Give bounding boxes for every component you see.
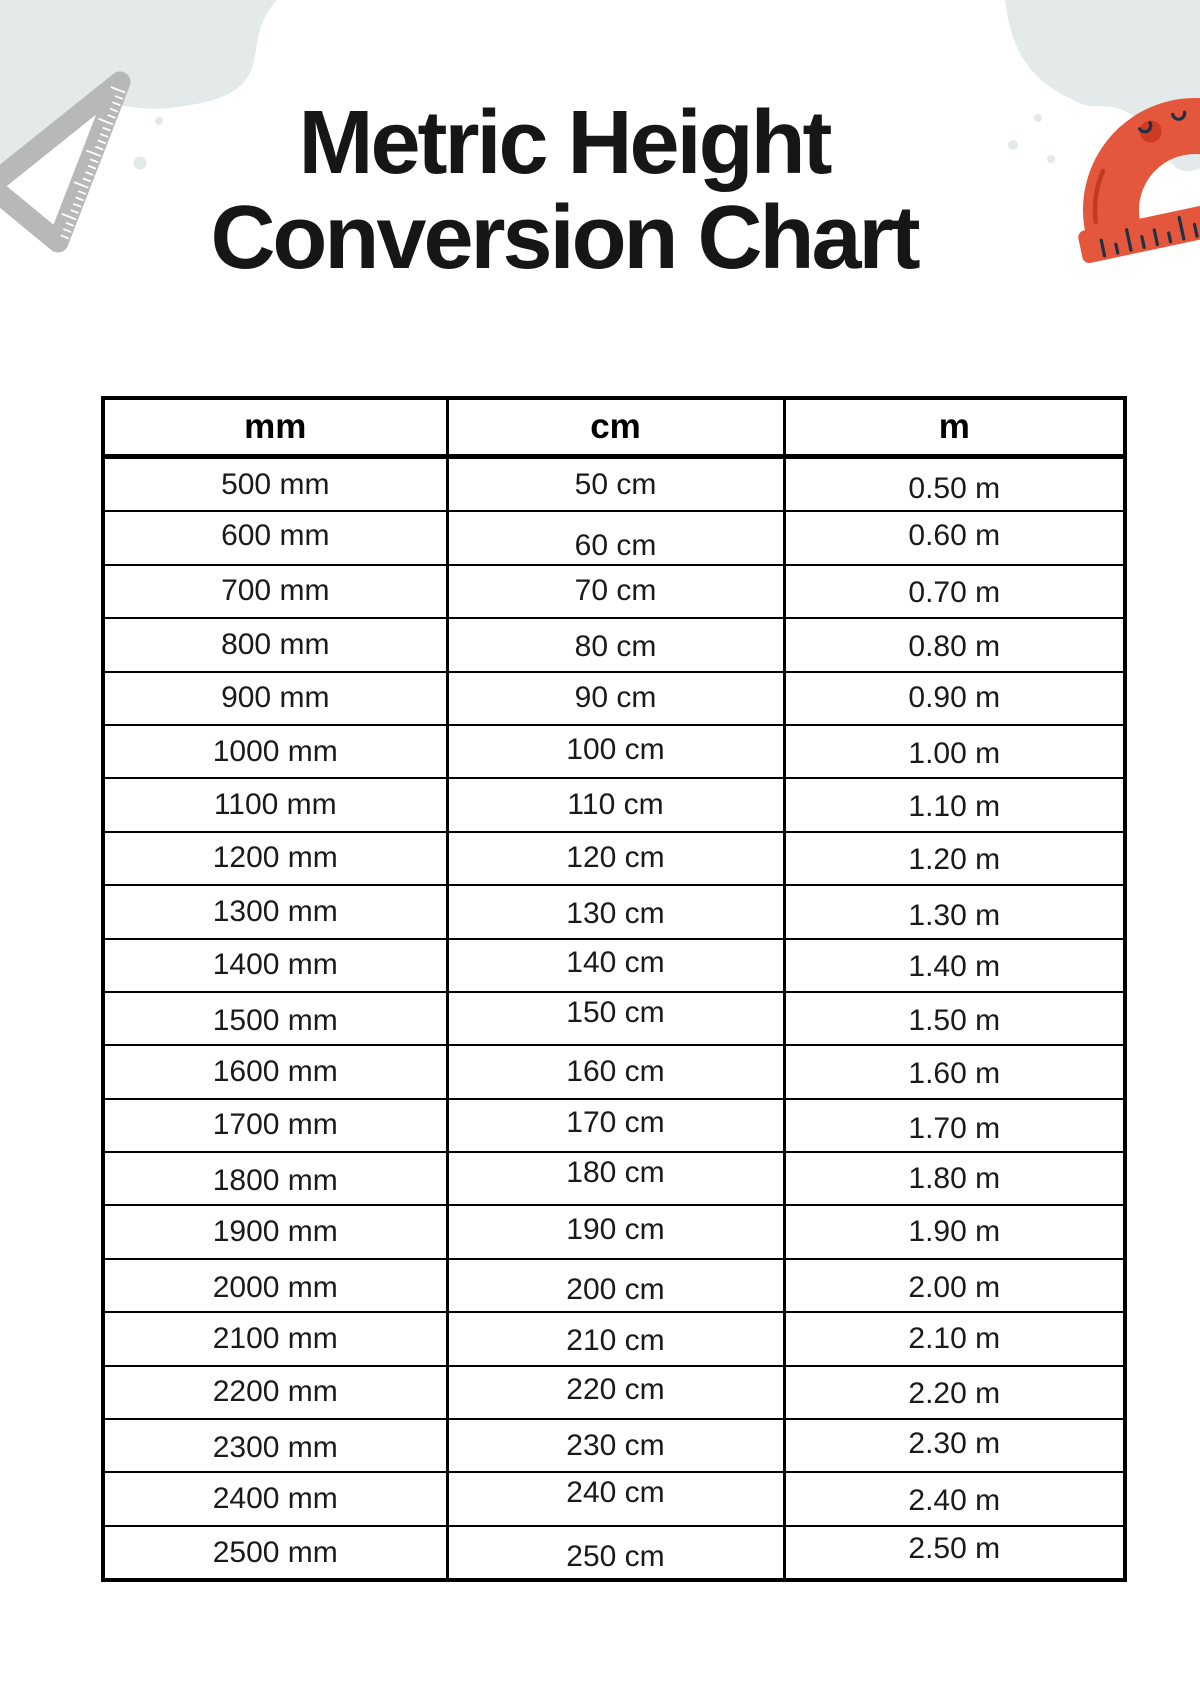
cell-cm: [447, 618, 784, 671]
table-row: [103, 1312, 1125, 1365]
cell-m: [784, 1205, 1125, 1258]
cell-value: 110 cm: [567, 788, 664, 822]
cell-mm: [103, 511, 447, 564]
cell-mm: [103, 1366, 447, 1419]
cell-value: 1.40 m: [908, 950, 1001, 984]
column-header-m: m: [784, 398, 1125, 457]
cell-cm: [447, 1312, 784, 1365]
table-row: [103, 832, 1125, 885]
cell-value: 0.70 m: [908, 576, 1001, 610]
cell-value: 200 cm: [566, 1272, 665, 1306]
cell-value: 2.20 m: [908, 1377, 1001, 1411]
cell-value: 2100 mm: [212, 1321, 338, 1355]
cell-value: 2.00 m: [908, 1270, 1001, 1304]
cell-mm: [103, 457, 447, 512]
cell-m: [784, 511, 1125, 564]
cell-mm: [103, 1205, 447, 1258]
cell-m: [784, 1366, 1125, 1419]
cell-m: [784, 992, 1125, 1045]
cell-mm: [103, 778, 447, 831]
cell-m: [784, 778, 1125, 831]
cell-cm: [447, 1472, 784, 1525]
cell-value: 80 cm: [574, 629, 657, 663]
cell-value: 0.80 m: [908, 629, 1001, 663]
cell-value: 1100 mm: [213, 788, 337, 822]
table-row: [103, 1099, 1125, 1152]
cell-m: [784, 725, 1125, 778]
cell-value: 1.20 m: [908, 843, 1001, 877]
cell-cm: [447, 1419, 784, 1472]
cell-cm: [447, 565, 784, 618]
cell-value: 1.30 m: [908, 898, 1001, 932]
column-header-cm: cm: [447, 398, 784, 457]
cell-m: [784, 885, 1125, 938]
cell-mm: [103, 1152, 447, 1205]
cell-cm: [447, 457, 784, 512]
cell-value: 600 mm: [221, 519, 330, 553]
cell-value: 2000 mm: [212, 1270, 338, 1304]
cell-cm: [447, 1152, 784, 1205]
cell-mm: [103, 1419, 447, 1472]
cell-value: 0.50 m: [908, 471, 1001, 505]
cell-value: 0.60 m: [908, 519, 1001, 553]
table-row: [103, 992, 1125, 1045]
table-row: [103, 457, 1125, 512]
table-row: [103, 672, 1125, 725]
table-row: [103, 1259, 1125, 1312]
cell-cm: [447, 992, 784, 1045]
cell-mm: [103, 832, 447, 885]
cell-value: 70 cm: [574, 574, 657, 608]
cell-mm: [103, 1312, 447, 1365]
cell-m: [784, 939, 1125, 992]
cell-m: [784, 1312, 1125, 1365]
cell-value: 1300 mm: [212, 894, 338, 928]
cell-cm: [447, 1205, 784, 1258]
cell-value: 2.50 m: [908, 1531, 1001, 1565]
cell-mm: [103, 885, 447, 938]
cell-value: 90 cm: [574, 681, 657, 715]
cell-value: 1.60 m: [908, 1056, 1001, 1090]
cell-m: [784, 672, 1125, 725]
cell-value: 800 mm: [221, 627, 330, 661]
cell-value: 1400 mm: [212, 948, 338, 982]
cell-mm: [103, 672, 447, 725]
cell-value: 130 cm: [566, 896, 665, 930]
cell-value: 210 cm: [566, 1323, 665, 1357]
cell-value: 100 cm: [566, 732, 665, 766]
cell-cm: [447, 939, 784, 992]
cell-mm: [103, 565, 447, 618]
cell-value: 1700 mm: [212, 1108, 338, 1142]
table-row: [103, 778, 1125, 831]
cell-cm: [447, 1526, 784, 1580]
cell-mm: [103, 1526, 447, 1580]
cell-value: 60 cm: [574, 529, 657, 563]
conversion-table: [101, 396, 1127, 1582]
cell-value: 2400 mm: [212, 1482, 338, 1516]
cell-value: 1900 mm: [212, 1215, 338, 1249]
cell-cm: [447, 885, 784, 938]
cell-value: 180 cm: [566, 1155, 665, 1189]
cell-m: [784, 1152, 1125, 1205]
page-title: [0, 93, 1128, 288]
title-line-2: Conversion Chart: [210, 188, 918, 288]
cell-value: 700 mm: [221, 574, 330, 608]
table-row: [103, 1366, 1125, 1419]
cell-value: 1.90 m: [908, 1215, 1001, 1249]
cell-mm: [103, 939, 447, 992]
cell-mm: [103, 1259, 447, 1312]
cell-value: 160 cm: [566, 1054, 665, 1088]
cell-value: 2300 mm: [212, 1430, 338, 1464]
cell-cm: [447, 511, 784, 564]
cell-value: 900 mm: [221, 681, 330, 715]
cell-m: [784, 1472, 1125, 1525]
cell-value: 1.00 m: [908, 736, 1001, 770]
cell-value: 500 mm: [221, 467, 330, 501]
table-row: [103, 565, 1125, 618]
cell-cm: [447, 1259, 784, 1312]
cell-value: 1600 mm: [212, 1054, 338, 1088]
title-line-1: Metric Height: [298, 93, 830, 193]
table-row: [103, 1152, 1125, 1205]
table-row: [103, 939, 1125, 992]
cell-mm: [103, 725, 447, 778]
table-row: [103, 1045, 1125, 1098]
table-row: [103, 1419, 1125, 1472]
cell-value: 220 cm: [566, 1373, 665, 1407]
cell-value: 190 cm: [566, 1213, 665, 1247]
cell-value: 2.10 m: [908, 1321, 1001, 1355]
cell-m: [784, 457, 1125, 512]
cell-value: 2500 mm: [212, 1535, 338, 1569]
table-row: [103, 1472, 1125, 1525]
cell-m: [784, 565, 1125, 618]
cell-mm: [103, 1472, 447, 1525]
cell-value: 140 cm: [566, 946, 665, 980]
cell-value: 2200 mm: [212, 1375, 338, 1409]
cell-value: 1.50 m: [908, 1003, 1001, 1037]
cell-m: [784, 1419, 1125, 1472]
cell-value: 230 cm: [566, 1428, 665, 1462]
cell-cm: [447, 672, 784, 725]
cell-value: 2.40 m: [908, 1484, 1001, 1518]
cell-cm: [447, 1366, 784, 1419]
cell-value: 50 cm: [574, 467, 657, 501]
cell-cm: [447, 725, 784, 778]
table-row: [103, 885, 1125, 938]
cell-value: 150 cm: [566, 995, 665, 1029]
cell-value: 1800 mm: [212, 1163, 338, 1197]
cell-value: 240 cm: [566, 1476, 665, 1510]
cell-m: [784, 1526, 1125, 1580]
cell-cm: [447, 1045, 784, 1098]
table-row: [103, 511, 1125, 564]
cell-mm: [103, 1099, 447, 1152]
cell-cm: [447, 1099, 784, 1152]
cell-mm: [103, 618, 447, 671]
table-row: [103, 618, 1125, 671]
cell-value: 0.90 m: [908, 681, 1001, 715]
cell-m: [784, 1045, 1125, 1098]
cell-m: [784, 618, 1125, 671]
cell-m: [784, 1259, 1125, 1312]
cell-mm: [103, 992, 447, 1045]
cell-value: 1200 mm: [212, 841, 338, 875]
cell-value: 120 cm: [566, 841, 665, 875]
cell-m: [784, 832, 1125, 885]
cell-value: 1.70 m: [908, 1112, 1001, 1146]
column-header-mm: mm: [103, 398, 447, 457]
table-row: [103, 1205, 1125, 1258]
table-row: [103, 725, 1125, 778]
cell-mm: [103, 1045, 447, 1098]
cell-cm: [447, 832, 784, 885]
cell-cm: [447, 778, 784, 831]
cell-value: 1.80 m: [908, 1161, 1001, 1195]
cell-value: 250 cm: [566, 1539, 665, 1573]
table-row: [103, 1526, 1125, 1580]
cell-value: 2.30 m: [908, 1426, 1001, 1460]
header-row: [103, 398, 1125, 457]
cell-value: 1000 mm: [212, 734, 338, 768]
cell-m: [784, 1099, 1125, 1152]
cell-value: 1.10 m: [908, 790, 1001, 824]
cell-value: 1500 mm: [212, 1003, 338, 1037]
cell-value: 170 cm: [566, 1106, 665, 1140]
